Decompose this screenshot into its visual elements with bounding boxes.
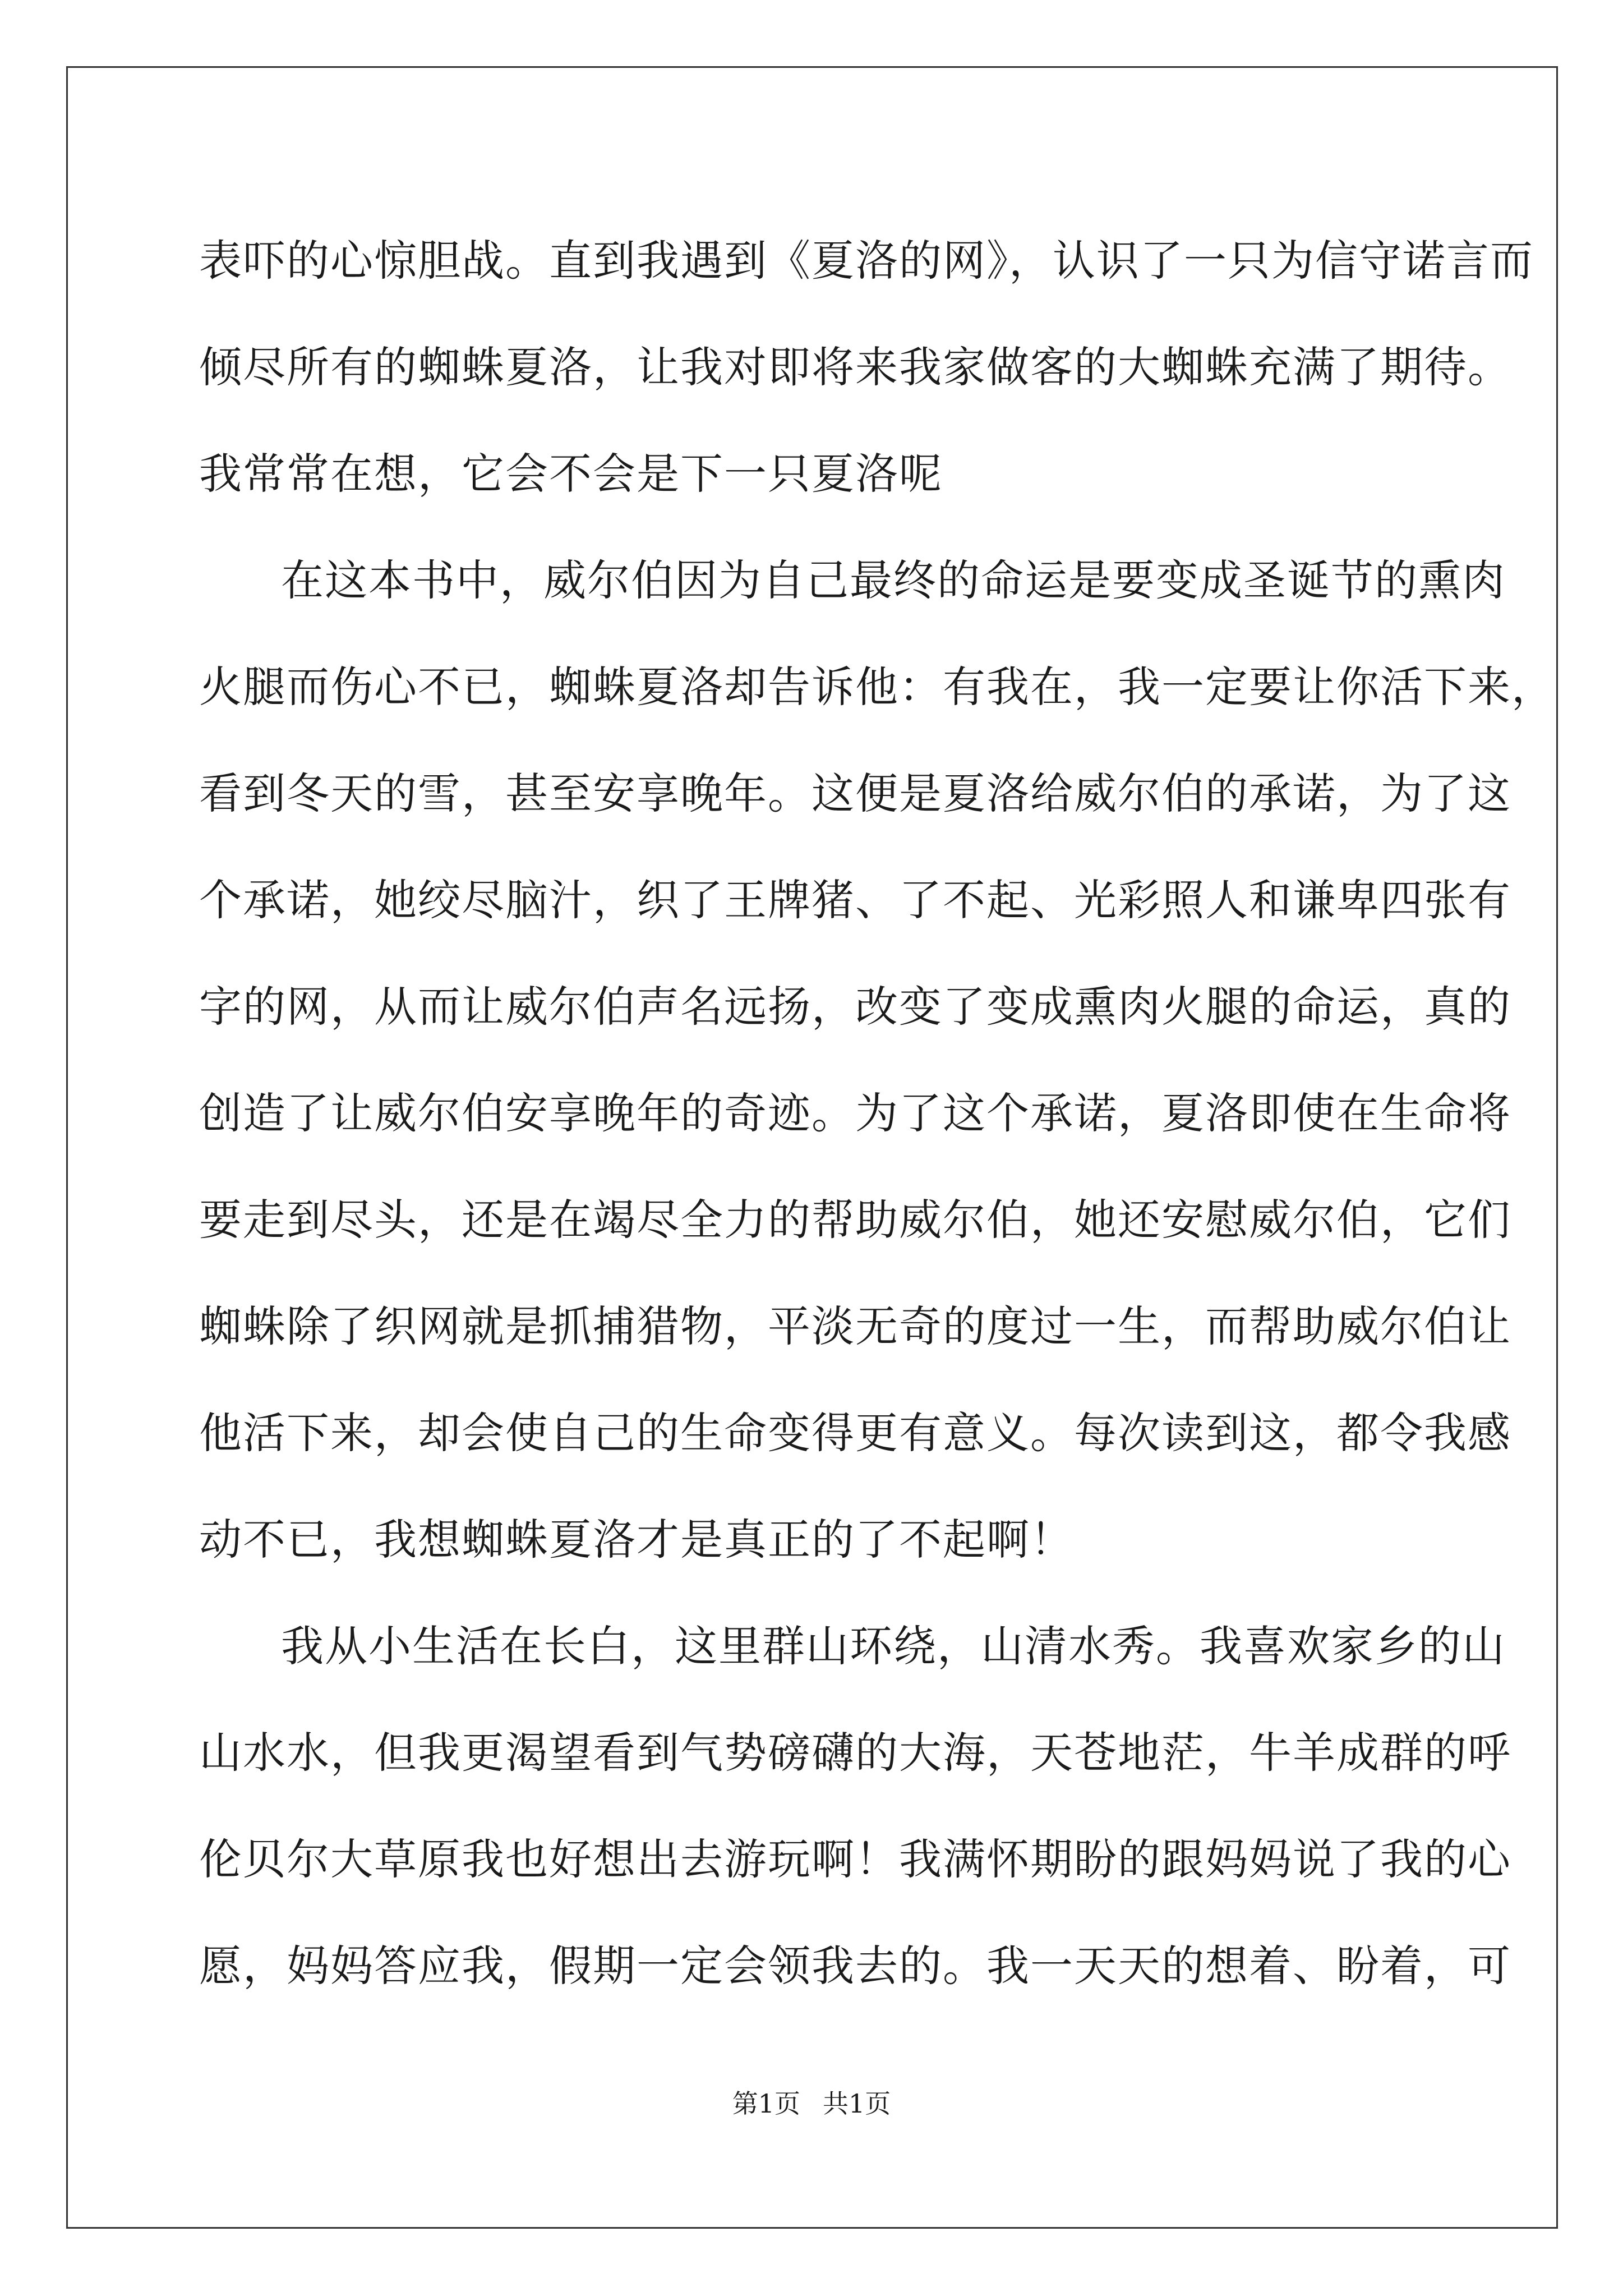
text-line: 个承诺，她绞尽脑汁，织了王牌猪、了不起、光彩照人和谦卑四张有 xyxy=(199,875,1511,925)
text-line: 倾尽所有的蜘蛛夏洛，让我对即将来我家做客的大蜘蛛充满了期待。 xyxy=(199,342,1511,392)
text-line: 他活下来，却会使自己的生命变得更有意义。每次读到这，都令我感 xyxy=(199,1408,1511,1458)
text-line: 字的网，从而让威尔伯声名远扬，改变了变成熏肉火腿的命运，真的 xyxy=(199,982,1511,1032)
page-number: 第1页 xyxy=(732,2088,800,2119)
text-line: 愿，妈妈答应我，假期一定会领我去的。我一天天的想着、盼着，可 xyxy=(199,1941,1511,1991)
text-line: 要走到尽头，还是在竭尽全力的帮助威尔伯，她还安慰威尔伯，它们 xyxy=(199,1195,1511,1245)
text-line: 火腿而伤心不已，蜘蛛夏洛却告诉他：有我在，我一定要让你活下来， xyxy=(199,662,1555,712)
text-line: 创造了让威尔伯安享晚年的奇迹。为了这个承诺，夏洛即使在生命将 xyxy=(199,1088,1511,1138)
text-line: 表吓的心惊胆战。直到我遇到《夏洛的网》，认识了一只为信守诺言而 xyxy=(199,236,1534,286)
paragraph-start-line: 我从小生活在长白，这里群山环绕，山清水秀。我喜欢家乡的山 xyxy=(281,1621,1506,1671)
text-line: 我常常在想，它会不会是下一只夏洛呢 xyxy=(199,449,943,499)
text-line: 蜘蛛除了织网就是抓捕猎物，平淡无奇的度过一生，而帮助威尔伯让 xyxy=(199,1301,1511,1351)
text-line: 看到冬天的雪，甚至安享晚年。这便是夏洛给威尔伯的承诺，为了这 xyxy=(199,769,1511,818)
page-footer xyxy=(0,2087,1623,2120)
paragraph-start-line: 在这本书中，威尔伯因为自己最终的命运是要变成圣诞节的熏肉 xyxy=(281,555,1506,605)
text-line: 动不已，我想蜘蛛夏洛才是真正的了不起啊！ xyxy=(199,1515,1074,1565)
text-line: 伦贝尔大草原我也好想出去游玩啊！我满怀期盼的跟妈妈说了我的心 xyxy=(199,1834,1511,1884)
text-line: 山水水，但我更渴望看到气势磅礴的大海，天苍地茫，牛羊成群的呼 xyxy=(199,1728,1511,1778)
page-total: 共1页 xyxy=(823,2088,891,2119)
document-body xyxy=(199,208,1555,2019)
